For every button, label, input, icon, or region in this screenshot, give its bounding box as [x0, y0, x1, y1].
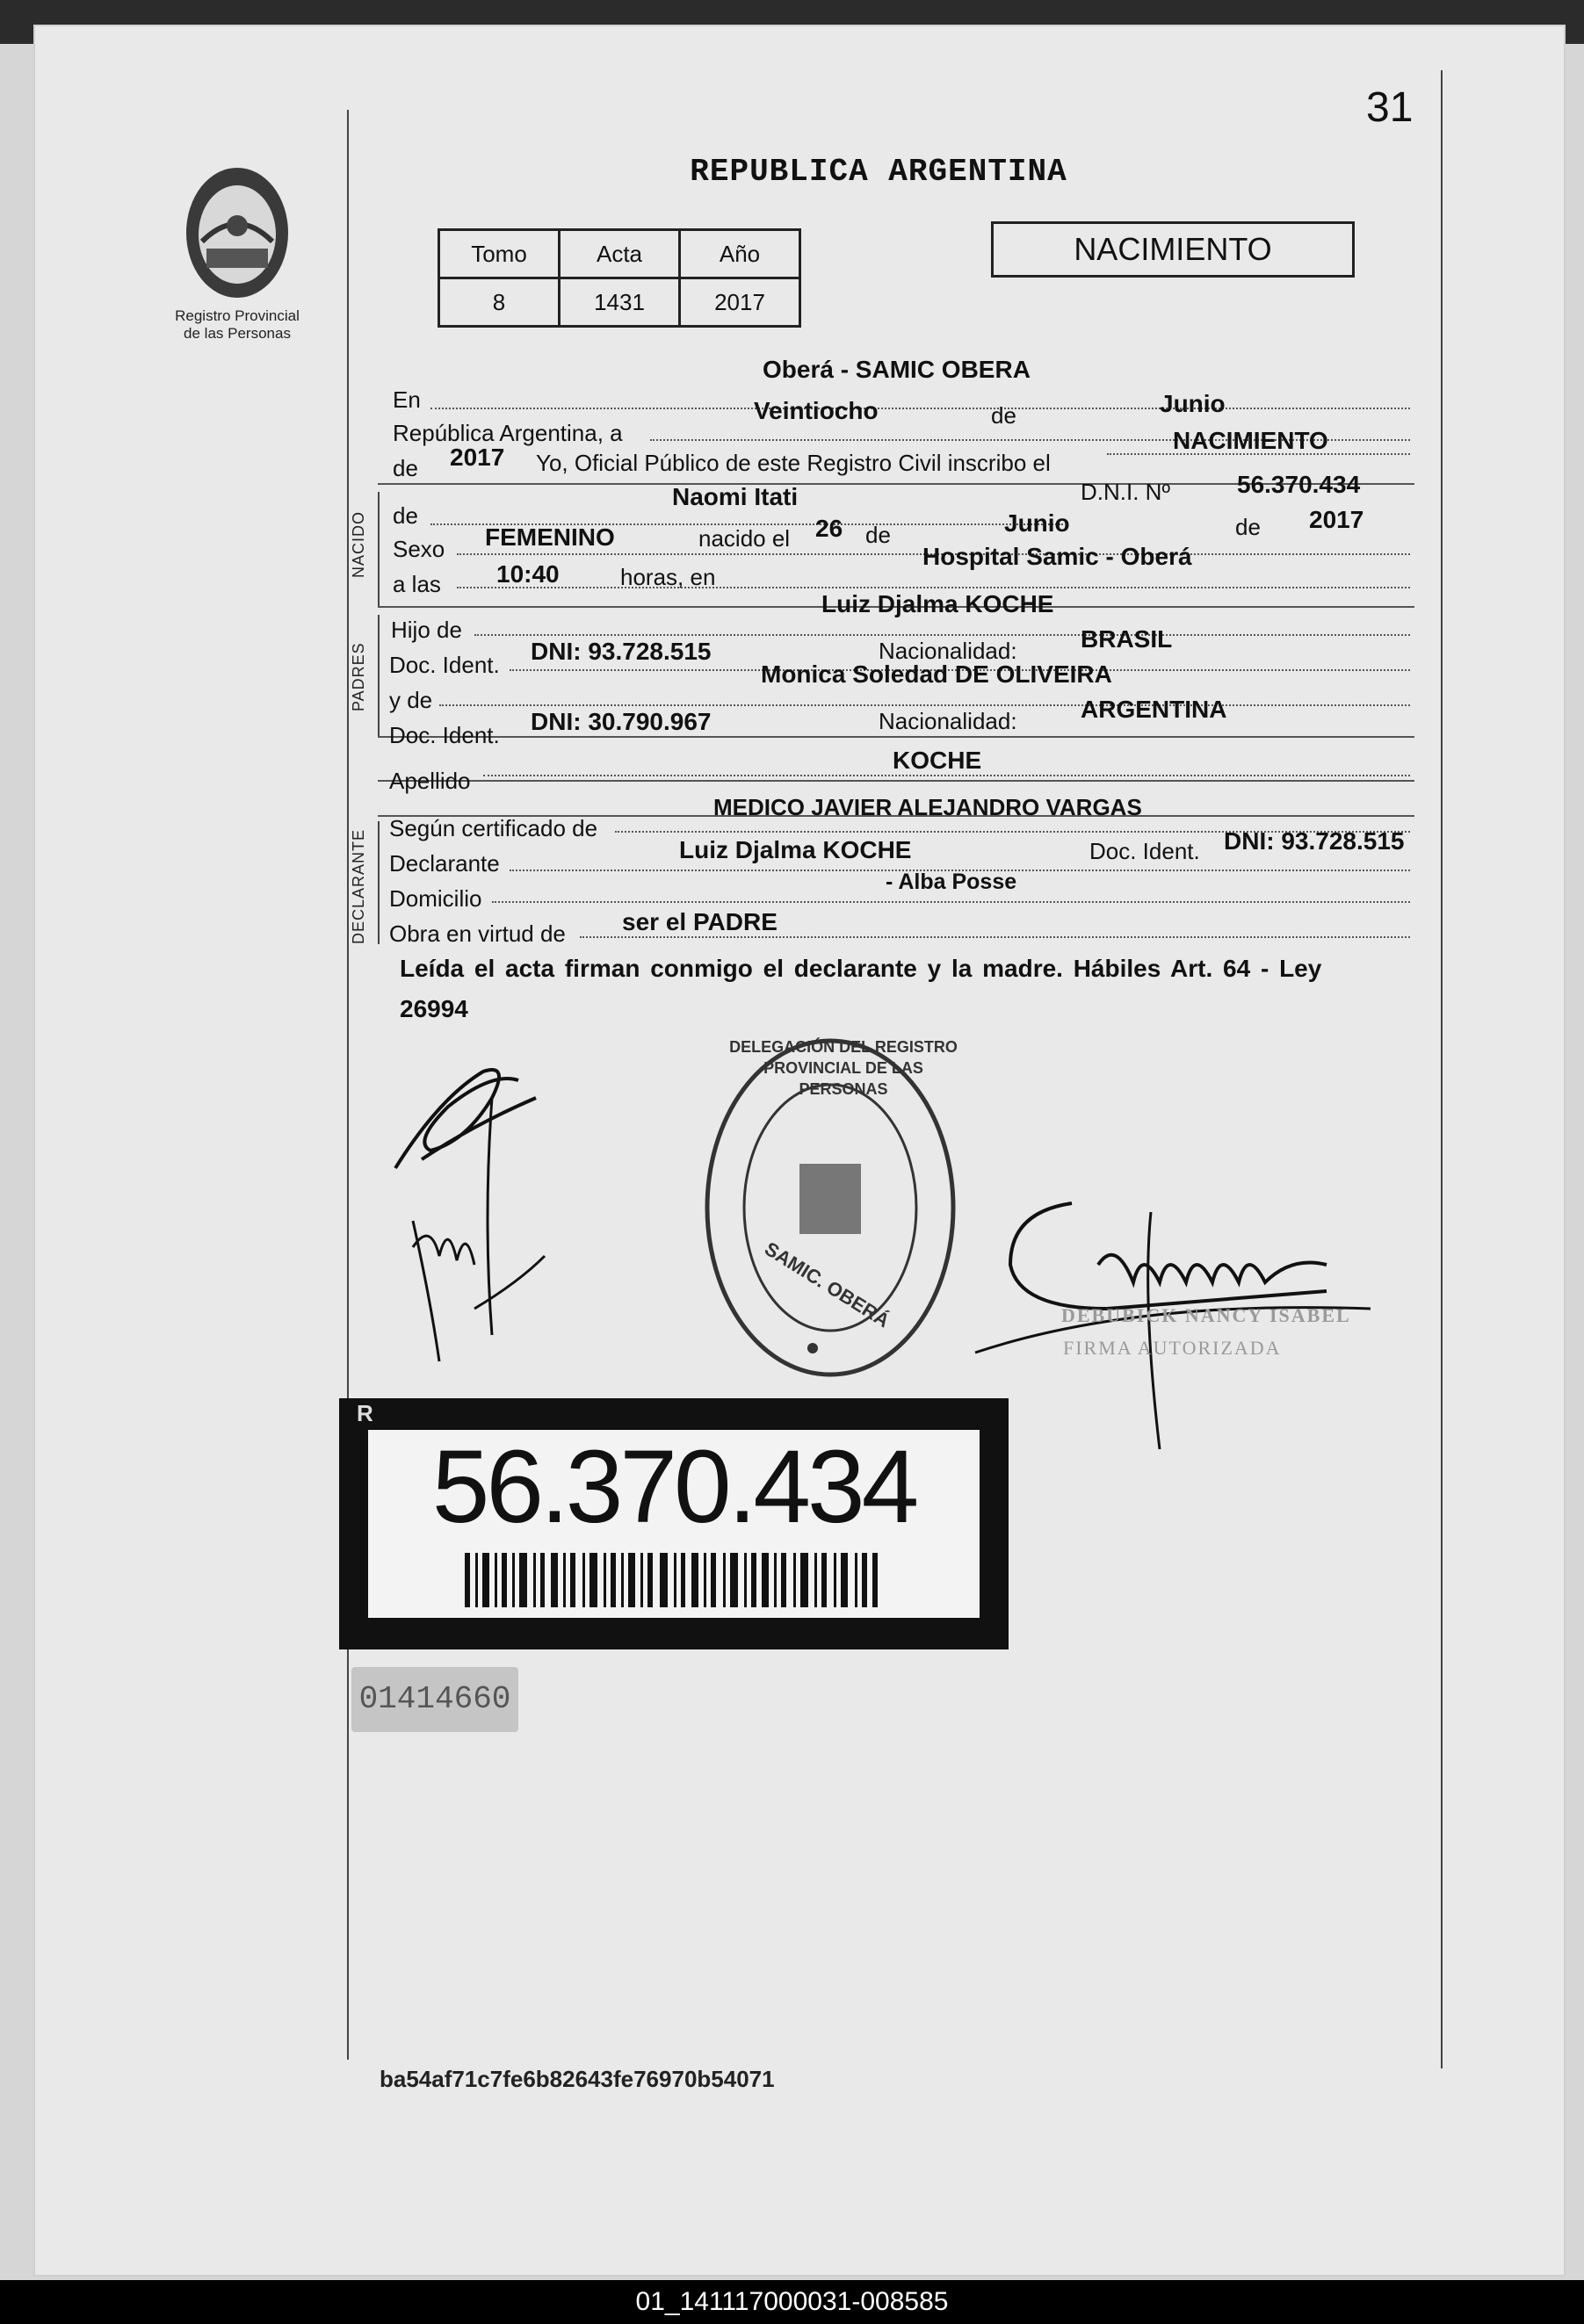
- nacido-bracket: [378, 492, 380, 606]
- divider-3: [378, 736, 1414, 738]
- label-domicilio: Domicilio: [389, 885, 482, 912]
- value-apellido: KOCHE: [893, 747, 982, 774]
- value-dia-letras: Veintiocho: [754, 397, 879, 424]
- document-hash: ba54af71c7fe6b82643fe76970b54071: [380, 2066, 775, 2092]
- issuer-line-1: Registro Provincial: [175, 307, 300, 324]
- stamp-ring-text: DELEGACIÓN DEL REGISTRO PROVINCIAL DE LAS PERSONAS: [729, 1038, 958, 1098]
- anio-value: 2017: [680, 278, 800, 327]
- value-declarante: Luiz Djalma KOCHE: [679, 836, 912, 863]
- register-value-row: [439, 278, 800, 327]
- dots-apellido: [483, 775, 1410, 776]
- acta-value: 1431: [560, 278, 680, 327]
- value-padre: Luiz Djalma KOCHE: [821, 590, 1054, 617]
- label-segun-certificado: Según certificado de: [389, 815, 598, 841]
- value-anio: 2017: [450, 444, 505, 471]
- label-de-name: de: [393, 502, 418, 529]
- value-lugar-nac: Hospital Samic - Oberá: [922, 543, 1192, 570]
- label-dni: D.N.I. Nº: [1081, 479, 1170, 505]
- value-dia-nac: 26: [815, 515, 843, 542]
- value-padre-dni: DNI: 93.728.515: [531, 638, 712, 665]
- right-margin-line: [1441, 70, 1443, 2068]
- dots-padre: [474, 634, 1410, 636]
- padres-bracket: [378, 615, 380, 736]
- label-doc-ident-padre: Doc. Ident.: [389, 652, 500, 678]
- value-lugar: Oberá - SAMIC OBERA: [763, 356, 1031, 383]
- label-de-nacyear: de: [1235, 514, 1261, 540]
- dots-inscribe: [1107, 453, 1410, 455]
- declarante-bracket: [378, 821, 380, 944]
- value-inscribe: NACIMIENTO: [1173, 427, 1328, 454]
- label-doc-ident-madre: Doc. Ident.: [389, 722, 500, 748]
- divider-4: [378, 780, 1414, 782]
- label-nacionalidad-madre: Nacionalidad:: [879, 708, 1017, 734]
- label-a-las: a las: [393, 571, 441, 597]
- value-hora: 10:40: [496, 560, 560, 588]
- page-number: 31: [1366, 84, 1414, 131]
- value-virtud: ser el PADRE: [622, 908, 778, 935]
- label-apellido: Apellido: [389, 768, 471, 794]
- value-anio-nac: 2017: [1309, 506, 1364, 533]
- barcode-number: 56.370.434: [431, 1429, 916, 1545]
- register-header-row: [439, 230, 800, 278]
- value-mes-nac: Junio: [1004, 509, 1070, 537]
- stamp-center-text: SAMIC. OBERÁ: [760, 1237, 894, 1332]
- label-en: En: [393, 386, 421, 413]
- section-declarante-label: DECLARANTE: [350, 828, 367, 944]
- declarante-signature-icon: [387, 1045, 580, 1370]
- value-sexo: FEMENINO: [485, 523, 615, 551]
- act-type-box: NACIMIENTO: [991, 221, 1355, 278]
- register-table: [438, 228, 801, 328]
- label-nacionalidad-padre: Nacionalidad:: [879, 638, 1017, 664]
- section-padres-label: PADRES: [350, 642, 367, 711]
- value-nombre: Naomi Itati: [672, 483, 799, 510]
- official-title: FIRMA AUTORIZADA: [1063, 1337, 1282, 1359]
- label-obra-en-virtud: Obra en virtud de: [389, 920, 566, 947]
- label-hijo-de: Hijo de: [391, 617, 462, 643]
- dots-hora: [457, 587, 1410, 588]
- value-padre-nac: BRASIL: [1081, 625, 1173, 653]
- value-mes: Junio: [1160, 390, 1226, 417]
- closing-statement: Leída el acta firman conmigo el declarante y la madre. Hábiles Art. 64 - Ley 26994: [400, 955, 1322, 1022]
- label-nacido-el: nacido el: [698, 525, 791, 552]
- dots-madre: [439, 704, 1410, 706]
- barcode-frame-letter: R: [357, 1400, 417, 1426]
- label-horas-en: horas, en: [620, 564, 716, 590]
- label-sexo: Sexo: [393, 536, 445, 562]
- label-declarante: Declarante: [389, 850, 500, 877]
- label-de-year: de: [393, 455, 418, 481]
- dots-virtud: [580, 936, 1410, 938]
- file-caption: 01_141117000031-008585: [0, 2280, 1584, 2324]
- barcode-bars-icon: [465, 1553, 878, 1607]
- label-de-month: de: [991, 402, 1016, 429]
- value-madre-nac: ARGENTINA: [1081, 696, 1227, 723]
- value-madre-dni: DNI: 30.790.967: [531, 708, 712, 735]
- tomo-value: 8: [439, 278, 560, 327]
- value-declarante-dni: DNI: 93.728.515: [1224, 827, 1405, 855]
- label-y-de: y de: [389, 687, 433, 713]
- value-dni-nacido: 56.370.434: [1237, 471, 1361, 498]
- official-name: DEBUBICK NANCY ISABEL: [1061, 1304, 1351, 1326]
- label-republica: República Argentina, a: [393, 420, 623, 446]
- value-certificado: MEDICO JAVIER ALEJANDRO VARGAS: [713, 794, 1142, 820]
- section-nacido-label: NACIDO: [350, 510, 367, 578]
- value-madre: Monica Soledad DE OLIVEIRA: [761, 660, 1112, 688]
- issuer-caption: [149, 307, 325, 343]
- barcode-sticker: [339, 1398, 1009, 1649]
- document-title: REPUBLICA ARGENTINA: [690, 154, 1067, 190]
- anio-header: Año: [680, 230, 800, 278]
- issuer-line-2: de las Personas: [184, 325, 291, 342]
- dots-en: [430, 408, 1410, 409]
- label-doc-ident-declarante: Doc. Ident.: [1089, 838, 1200, 864]
- dots-domicilio: [492, 901, 1410, 903]
- acta-header: Acta: [560, 230, 680, 278]
- label-yo-oficial: Yo, Oficial Público de este Registro Civil inscribo el: [536, 450, 1051, 476]
- province-seal-icon: [180, 162, 294, 303]
- left-margin-line: [347, 110, 349, 2060]
- label-de-day: de: [865, 522, 891, 548]
- value-domicilio: - Alba Posse: [886, 870, 1017, 894]
- serial-number-stamp: 01414660: [351, 1667, 518, 1732]
- barcode-label: [368, 1430, 980, 1618]
- tomo-header: Tomo: [439, 230, 560, 278]
